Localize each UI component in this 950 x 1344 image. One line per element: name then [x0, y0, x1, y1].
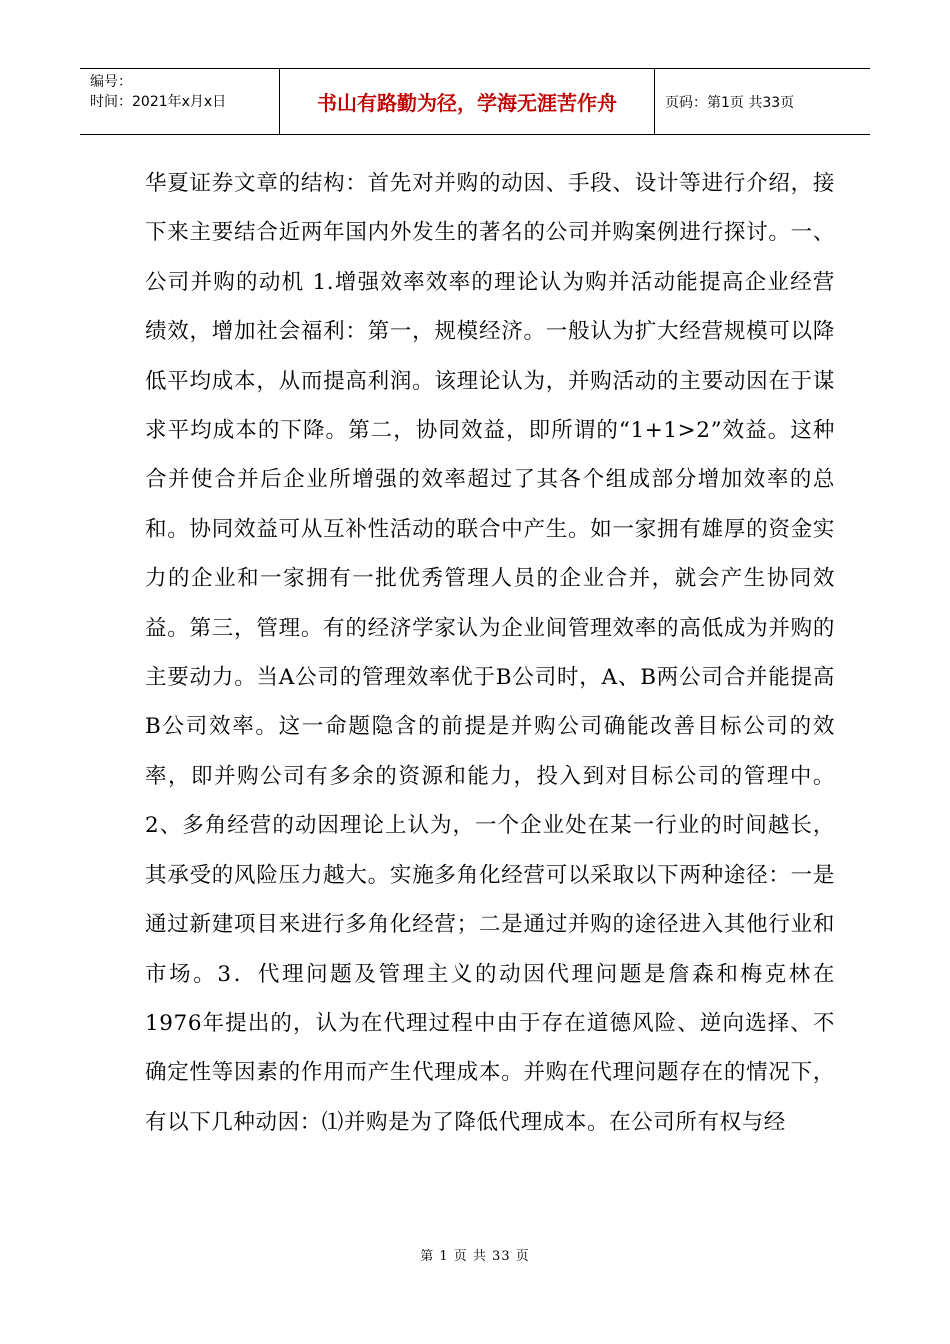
- body-paragraph: 华夏证券文章的结构：首先对并购的动因、手段、设计等进行介绍，接下来主要结合近两年国内外发生的著名的公司并购案例进行探讨。一、公司并购的动机 1.增强效率效率的理论认为购并活动能提高企业经营绩效，增加社会福利：第一，规模经济。一般认为扩大经营规模可以降低平均成本，从而提高利润。该理论认为，并购活动的主要动因在于谋求平均成本的下降。第二，协同效益，即所谓的“1+1>2”效益。这种合并使合并后企业所增强的效率超过了其各个组成部分增加效率的总和。协同效益可从互补性活动的联合中产生。如一家拥有雄厚的资金实力的企业和一家拥有一批优秀管理人员的企业合并，就会产生协同效益。第三，管理。有的经济学家认为企业间管理效率的高低成为并购的主要动力。当A公司的管理效率优于B公司时，A、B两公司合并能提高B公司效率。这一命题隐含的前提是并购公司确能改善目标公司的效率，即并购公司有多余的资源和能力，投入到对目标公司的管理中。 2、多角经营的动因理论上认为，一个企业处在某一行业的时间越长，其承受的风险压力越大。实施多角化经营可以采取以下两种途径：一是通过新建项目来进行多角化经营；二是通过并购的途径进入其他行业和市场。3．代理问题及管理主义的动因代理问题是詹森和梅克林在1976年提出的，认为在代理过程中由于存在道德风险、逆向选择、不确定性等因素的作用而产生代理成本。并购在代理问题存在的情况下，有以下几种动因：⑴并购是为了降低代理成本。在公司所有权与经: [145, 171, 835, 1135]
- page-footer: 第 1 页 共 33 页: [420, 1249, 530, 1264]
- header-page-info: 页码：第1页 共33页: [665, 94, 795, 111]
- header-meta: [80, 69, 280, 134]
- document-body: [145, 159, 835, 1147]
- document-number-label: 编号：: [90, 74, 132, 90]
- document-time-label: 时间：2021年x月x日: [90, 94, 227, 110]
- page-header: [80, 68, 870, 135]
- header-motto: 书山有路勤为径，学海无涯苦作舟: [280, 69, 655, 134]
